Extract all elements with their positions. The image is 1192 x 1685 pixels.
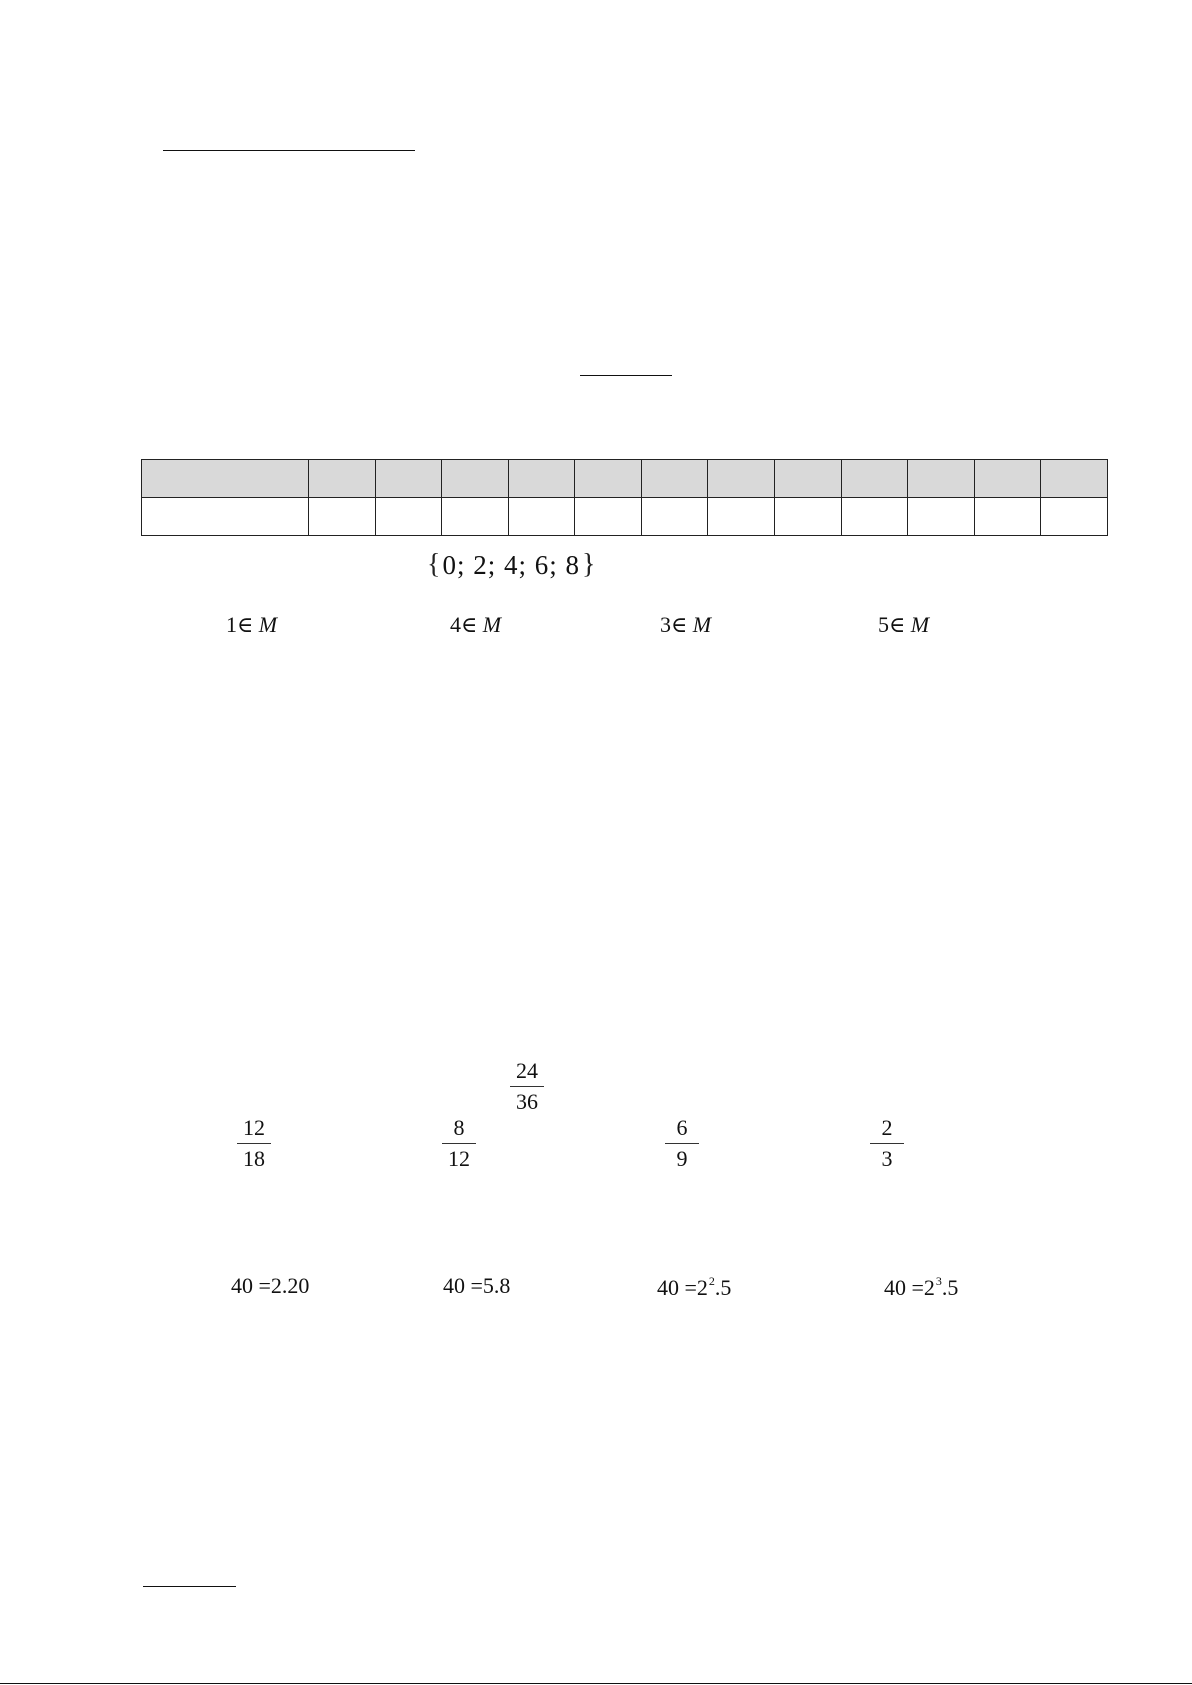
set-notation [427, 549, 595, 581]
close-brace: } [581, 549, 596, 580]
factorization-option-d [884, 1274, 958, 1301]
option-number: 1 [226, 612, 237, 637]
header-underline [163, 150, 415, 151]
fraction-numerator: 8 [453, 1115, 465, 1140]
equation-rhs: 2 [696, 1275, 708, 1300]
table-cell[interactable] [908, 498, 975, 536]
fraction-option-c [657, 1115, 707, 1172]
fraction-bar [510, 1086, 544, 1087]
fraction-option-a [229, 1115, 279, 1172]
membership-option-a [226, 612, 277, 638]
equation-rhs: 2 [923, 1275, 935, 1300]
set-variable: M [482, 612, 502, 637]
fraction-numerator: 24 [516, 1058, 538, 1083]
table-cell [908, 460, 975, 498]
element-of-symbol: ∈ [237, 612, 254, 637]
table-cell[interactable] [442, 498, 509, 536]
set-variable: M [258, 612, 278, 637]
equation-rhs: 2.20 [270, 1273, 310, 1298]
table-cell [974, 460, 1041, 498]
table-cell[interactable] [142, 498, 309, 536]
fraction-denominator: 36 [516, 1089, 538, 1114]
section-title-underline [580, 375, 672, 376]
table-cell [142, 460, 309, 498]
table-row [142, 460, 1108, 498]
table-cell[interactable] [974, 498, 1041, 536]
set-elements: 0; 2; 4; 6; 8 [442, 549, 580, 580]
element-of-symbol: ∈ [889, 612, 906, 637]
table-row [142, 498, 1108, 536]
fraction-denominator: 3 [881, 1146, 893, 1171]
equation-tail: .5 [714, 1275, 732, 1300]
page-bottom-border [0, 1683, 1192, 1684]
table-cell [508, 460, 575, 498]
table-cell[interactable] [309, 498, 376, 536]
table-cell[interactable] [841, 498, 908, 536]
fraction-numerator: 12 [243, 1115, 265, 1140]
equation-lhs: 40 = [443, 1273, 483, 1298]
table-cell[interactable] [708, 498, 775, 536]
table-cell [841, 460, 908, 498]
equation-lhs: 40 = [231, 1273, 271, 1298]
question-fraction [502, 1058, 552, 1115]
table-cell[interactable] [1041, 498, 1108, 536]
table-cell[interactable] [508, 498, 575, 536]
membership-option-c [660, 612, 711, 638]
table-cell[interactable] [375, 498, 442, 536]
fraction-denominator: 9 [676, 1146, 688, 1171]
set-variable: M [910, 612, 930, 637]
table-cell [775, 460, 842, 498]
equation-exponent: 3 [935, 1274, 942, 1288]
fraction-denominator: 12 [448, 1146, 470, 1171]
table-cell[interactable] [575, 498, 642, 536]
fraction-denominator: 18 [243, 1146, 265, 1171]
equation-exponent: 2 [708, 1274, 715, 1288]
factorization-option-a [231, 1272, 310, 1299]
table-cell [442, 460, 509, 498]
equation-lhs: 40 = [657, 1275, 697, 1300]
answer-table [141, 459, 1108, 536]
option-number: 5 [878, 612, 889, 637]
element-of-symbol: ∈ [461, 612, 478, 637]
fraction-bar [442, 1143, 476, 1144]
membership-option-b [450, 612, 501, 638]
table-cell [309, 460, 376, 498]
element-of-symbol: ∈ [671, 612, 688, 637]
membership-option-d [878, 612, 929, 638]
table-cell [375, 460, 442, 498]
table-cell [1041, 460, 1108, 498]
equation-lhs: 40 = [884, 1275, 924, 1300]
equation-rhs: 5.8 [482, 1273, 511, 1298]
factorization-option-b [443, 1272, 511, 1299]
footer-underline [143, 1586, 236, 1587]
factorization-option-c [657, 1274, 731, 1301]
equation-tail: .5 [941, 1275, 959, 1300]
table-cell [641, 460, 708, 498]
option-number: 4 [450, 612, 461, 637]
fraction-bar [237, 1143, 271, 1144]
fraction-option-b [434, 1115, 484, 1172]
set-variable: M [692, 612, 712, 637]
table-cell[interactable] [641, 498, 708, 536]
fraction-option-d [862, 1115, 912, 1172]
fraction-bar [870, 1143, 904, 1144]
fraction-numerator: 6 [676, 1115, 688, 1140]
open-brace: { [427, 549, 441, 580]
table-cell[interactable] [775, 498, 842, 536]
fraction-bar [665, 1143, 699, 1144]
option-number: 3 [660, 612, 671, 637]
fraction-numerator: 2 [881, 1115, 893, 1140]
table-cell [575, 460, 642, 498]
table-cell [708, 460, 775, 498]
